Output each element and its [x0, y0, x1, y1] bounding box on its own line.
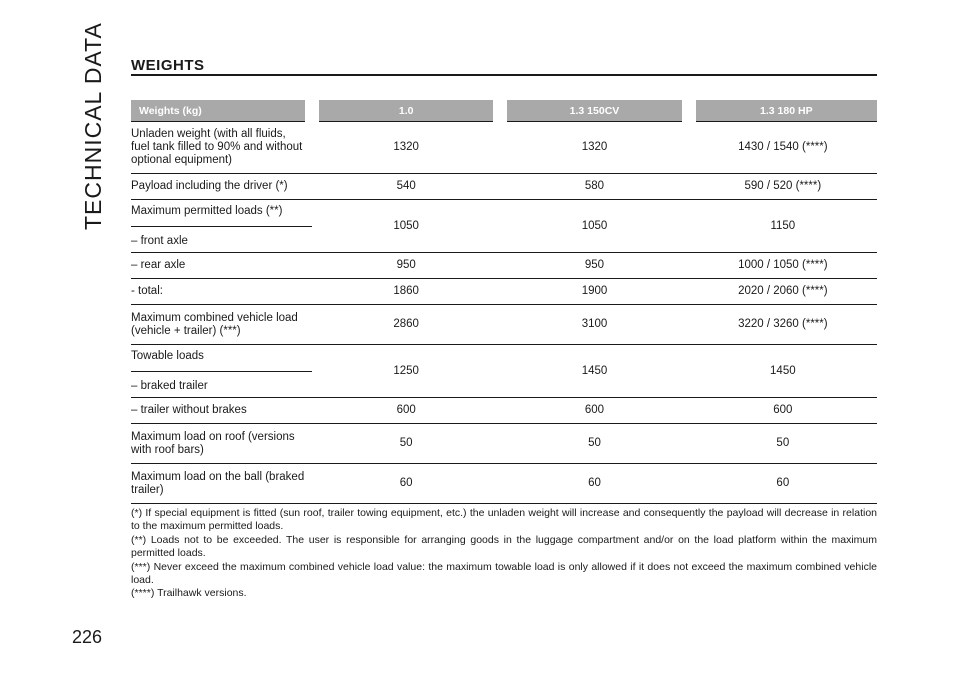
row-value: 1450 — [500, 345, 688, 398]
row-label-main: Towable loads — [131, 350, 312, 372]
section-heading: WEIGHTS — [131, 57, 205, 74]
row-label — [131, 345, 312, 398]
side-section-title — [62, 22, 122, 240]
row-value: 60 — [500, 464, 688, 504]
row-label-main: Maximum permitted loads (**) — [131, 205, 312, 227]
row-label: Payload including the driver (*) — [131, 174, 312, 200]
row-value: 1050 — [500, 200, 688, 253]
table-row — [131, 200, 877, 253]
table-header-row — [131, 100, 877, 122]
row-value: 60 — [689, 464, 877, 504]
footnote: (*) If special equipment is fitted (sun roof, trailer towing equipment, etc.) the unladen weight will increase and consequently the payload will decrease in relation to the maximum permitted loads. — [131, 507, 877, 533]
row-sublabel: – front axle — [131, 234, 188, 247]
footnote: (***) Never exceed the maximum combined vehicle load value: the maximum towable load is only allowed if it does not exceed the maximum combined vehicle load. — [131, 560, 877, 587]
header-engine-1-0: 1.0 — [312, 100, 500, 122]
footnote: (**) Loads not to be exceeded. The user is responsible for arranging goods in the luggage compartment and/or on the load platform within the maximum permitted loads. — [131, 533, 877, 560]
side-title-text: TECHNICAL DATA — [80, 22, 106, 230]
row-value: 1050 — [312, 200, 500, 253]
row-value: 1320 — [312, 122, 500, 174]
row-value: 950 — [500, 253, 688, 279]
row-value: 3220 / 3260 (****) — [689, 305, 877, 345]
row-label: Maximum combined vehicle load (vehicle + trailer) (***) — [131, 305, 312, 345]
row-value: 600 — [689, 398, 877, 424]
table-row — [131, 122, 877, 174]
row-label: – rear axle — [131, 253, 312, 279]
table-row — [131, 253, 877, 279]
weights-table — [131, 100, 877, 504]
footnotes — [131, 507, 877, 601]
row-value: 1000 / 1050 (****) — [689, 253, 877, 279]
table-row — [131, 345, 877, 398]
table-row — [131, 398, 877, 424]
table-row — [131, 305, 877, 345]
row-value: 950 — [312, 253, 500, 279]
row-value: 2860 — [312, 305, 500, 345]
row-sublabel: – braked trailer — [131, 379, 208, 392]
row-value: 600 — [312, 398, 500, 424]
row-value: 50 — [312, 424, 500, 464]
row-value: 540 — [312, 174, 500, 200]
row-value: 60 — [312, 464, 500, 504]
row-value: 3100 — [500, 305, 688, 345]
row-value: 1250 — [312, 345, 500, 398]
header-engine-1-3-150cv: 1.3 150CV — [500, 100, 688, 122]
row-value: 1430 / 1540 (****) — [689, 122, 877, 174]
row-value: 50 — [689, 424, 877, 464]
row-value: 600 — [500, 398, 688, 424]
row-value: 1450 — [689, 345, 877, 398]
row-value: 590 / 520 (****) — [689, 174, 877, 200]
row-label: Unladen weight (with all fluids, fuel tank filled to 90% and without optional equipment) — [131, 122, 312, 174]
row-label — [131, 200, 312, 253]
row-value: 580 — [500, 174, 688, 200]
page-number: 226 — [72, 627, 103, 647]
table-row — [131, 424, 877, 464]
table-row — [131, 279, 877, 305]
header-weights: Weights (kg) — [131, 100, 312, 122]
row-value: 2020 / 2060 (****) — [689, 279, 877, 305]
row-label: Maximum load on the ball (braked trailer) — [131, 464, 312, 504]
row-label: – trailer without brakes — [131, 398, 312, 424]
header-engine-1-3-180hp: 1.3 180 HP — [689, 100, 877, 122]
table-row — [131, 464, 877, 504]
footnote: (****) Trailhawk versions. — [131, 587, 247, 600]
row-value: 1900 — [500, 279, 688, 305]
heading-rule — [131, 74, 877, 76]
row-value: 1320 — [500, 122, 688, 174]
row-value: 50 — [500, 424, 688, 464]
row-value: 1150 — [689, 200, 877, 253]
row-label: - total: — [131, 279, 312, 305]
table-row — [131, 174, 877, 200]
row-value: 1860 — [312, 279, 500, 305]
row-label: Maximum load on roof (versions with roof bars) — [131, 424, 312, 464]
